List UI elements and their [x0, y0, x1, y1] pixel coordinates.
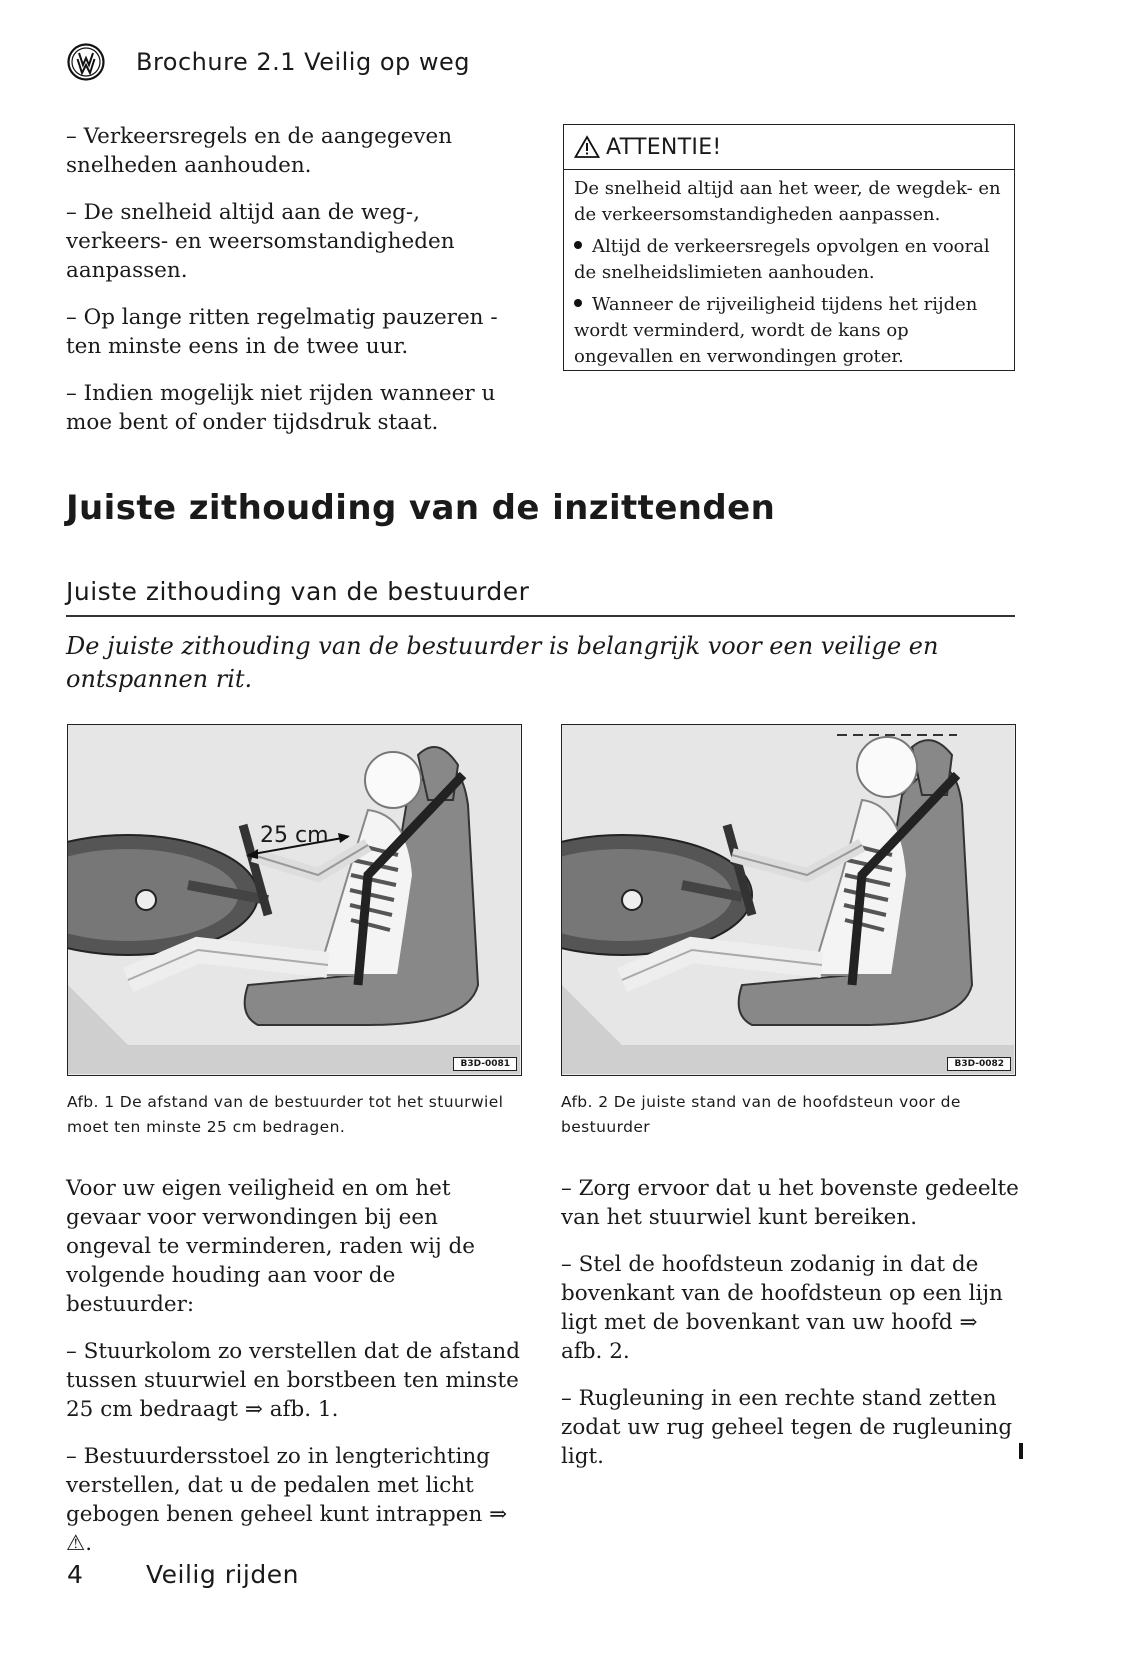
- attention-box: [563, 124, 1015, 371]
- warning-triangle-icon: [574, 135, 600, 159]
- figure-code: B3D-0081: [453, 1057, 517, 1071]
- body-paragraph: Voor uw eigen veiligheid en om het gevaar voor verwondingen bij een ongeval te verminderen, raden wij de volgende houding aan voor de bestuurder:: [66, 1176, 475, 1317]
- figure-caption: Afb. 2 De juiste stand van de hoofdsteun voor de bestuurder: [561, 1093, 961, 1136]
- list-item: – Stuurkolom zo verstellen dat de afstand tussen stuurwiel en borstbeen ten minste 25 cm bedraagt ⇒ afb. 1.: [66, 1339, 520, 1422]
- page-header: [66, 40, 470, 84]
- heading-divider: [66, 615, 1015, 617]
- figure-2: [561, 724, 1016, 1076]
- list-item: – Rugleuning in een rechte stand zetten zodat uw rug geheel tegen de rugleuning ligt.: [561, 1386, 1013, 1469]
- attention-bullet-text: Wanneer de rijveiligheid tijdens het rijden wordt verminderd, wordt de kans op ongevallen en verwondingen groter.: [574, 294, 978, 367]
- list-item: – Zorg ervoor dat u het bovenste gedeelte van het stuurwiel kunt bereiken.: [561, 1176, 1019, 1230]
- vw-logo-icon: [66, 42, 106, 82]
- driver-seat-illustration-2: [562, 725, 1014, 1074]
- attention-title: ATTENTIE!: [606, 134, 722, 160]
- bullet-icon: [574, 241, 582, 249]
- list-item: – Indien mogelijk niet rijden wanneer u moe bent of onder tijdsdruk staat.: [66, 381, 496, 435]
- driver-seat-illustration-1: [68, 725, 520, 1074]
- body-right-column: [561, 1174, 1021, 1489]
- list-item: – De snelheid altijd aan de weg-, verkeers- en weersomstandigheden aanpassen.: [66, 200, 455, 283]
- page-number: 4: [67, 1560, 83, 1589]
- distance-label: 25 cm: [260, 823, 329, 848]
- attention-intro: De snelheid altijd aan het weer, de wegdek- en de verkeersomstandigheden aanpassen.: [574, 178, 1001, 225]
- list-item: – Stel de hoofdsteun zodanig in dat de bovenkant van de hoofdsteun op een lijn ligt met de bovenkant van uw hoofd ⇒ afb. 2.: [561, 1252, 1003, 1364]
- figure-caption: Afb. 1 De afstand van de bestuurder tot het stuurwiel moet ten minste 25 cm bedragen.: [67, 1093, 504, 1136]
- attention-bullet-text: Altijd de verkeersregels opvolgen en vooral de snelheidslimieten aanhouden.: [574, 236, 990, 283]
- left-top-list: [66, 122, 516, 455]
- figure-1: [67, 724, 522, 1076]
- body-left-column: [66, 1174, 526, 1576]
- header-title: Brochure 2.1 Veilig op weg: [136, 48, 470, 76]
- section-intro: De juiste zithouding van de bestuurder is belangrijk voor een veilige en ontspannen rit.: [66, 632, 939, 693]
- attention-header: [564, 125, 1014, 170]
- attention-bullet: [574, 234, 1004, 286]
- footer-title: Veilig rijden: [146, 1560, 299, 1589]
- attention-bullet: [574, 292, 1004, 370]
- list-item: – Bestuurdersstoel zo in lengterichting verstellen, dat u de pedalen met licht gebogen benen geheel kunt intrappen ⇒ ⚠.: [66, 1444, 508, 1556]
- list-item: – Verkeersregels en de aangegeven snelheden aanhouden.: [66, 124, 453, 178]
- figure-code: B3D-0082: [947, 1057, 1011, 1071]
- attention-body: [564, 170, 1014, 370]
- list-item: – Op lange ritten regelmatig pauzeren - ten minste eens in de twee uur.: [66, 305, 498, 359]
- section-title: Juiste zithouding van de inzittenden: [66, 488, 776, 528]
- continue-marker-icon: [1019, 1443, 1023, 1459]
- section-subtitle: Juiste zithouding van de bestuurder: [66, 577, 530, 606]
- bullet-icon: [574, 299, 582, 307]
